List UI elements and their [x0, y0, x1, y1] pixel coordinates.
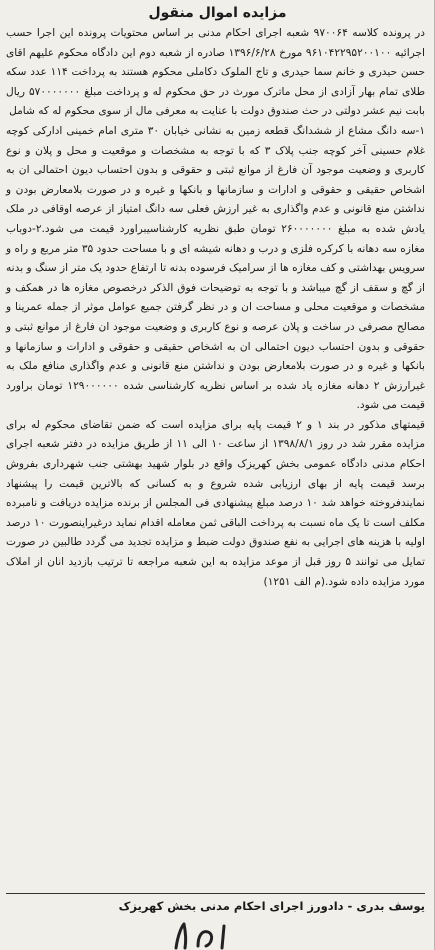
notice-paragraph-intro: در پرونده کلاسه ۹۷۰۰۶۴ شعبه اجرای احکام مدنی بر اساس محتویات پرونده این اجرا حسب اجرائیه ۹۶۱۰۴۲۲۹۵۲۰۰۱۰۰ مورخ ۱۳۹۶/۶/۲۸ صادره از شعبه دوم این دادگاه محکوم علیهم اقای حسن حیدری و خانم سما حیدری و تاج الملوک دکاملی محکوم هستند به پرداخت ۱۱۴ عدد سکه طلای تمام بهار آزادی از محل ماترک مورث در حق محکوم له و پرداخت مبلغ ۵۷۰۰۰۰۰۰۰ ریال بابت نیم عشر دولتی در حث صندوق دولت با عنایت به معرفی مال از سوی محکوم له که شامل: [6, 27, 425, 118]
notice-body: [6, 24, 425, 592]
notice-paragraph-items: ۱-سه دانگ مشاع از ششدانگ قطعه زمین به نشانی خیابان ۳۰ متری امام خمینی ادارکی کوچه غلام حسینی آخر کوچه جنب پلاک ۳ که با توجه به مشخصات و موقعیت و محل و پلان و نوع کاربری و وضعیت موجود آن فارغ از موانع ثبتی و حقوقی و بدون احتساب دیون احتمالی ان به اشخاص حقیقی و حقوقی و ادارات و سازمانها و بانکها و غیره و در صورت بلامعارض بودن و نداشتن منع قانونی و عدم واگذاری به غیر ارزش فعلی سه دانگ امتیاز از عرصه اوقافی در ملک یادش شده به مبلغ ۲۶۰۰۰۰۰۰۰ تومان طبق نظریه کارشناسیبراورد قیمت می شود.۲-دوباب مغازه سه دهانه با کرکره فلزی و درب و دهانه شیشه ای و با مساحت حدود ۳۵ متر مربع و راه و سرویس بهداشتی و کف مغازه ها از سرامیک فرسوده بدنه تا ارتفاع حدود یک متر از سنگ و بدنه از گچ و سقف از گچ میباشد و با توجه به توضیحات فوق الذکر درخصوص مغازه ها در همکف و مشخصات و موقعیت محلی و مساحت ان و در نظر گرفتن جمیع عوامل موثر از جمله عمرینا و مصالح مصرفی در ساخت و پلان عرصه و نوع کاربری و وضعیت موجود ان فارغ از موانع ثبتی و حقوقی و بدون احتساب دیون احتمالی ان به اشخاص حقیقی و حقوقی و ادارات و سازمانها و بانکها و غیره و در صورت بلامعارض بودن و نداشتن منع قانونی و عدم واگذاری منافع ملک به غیرارزش ۲ دهانه مغازه یاد شده بر اساس نظریه کارشناسی شده ۱۲۹۰۰۰۰۰۰ تومان براورد قیمت می شود.: [6, 124, 426, 412]
notice-signature: یوسف بدری - دادورز اجرای احکام مدنی بخش کهریزک: [118, 899, 425, 913]
signature-divider: [6, 893, 425, 894]
notice-paragraph-terms: قیمتهای مذکور در بند ۱ و ۲ قیمت پایه برای مزایده است که ضمن تقاضای محکوم له برای مزایده مقرر شد در روز ۱۳۹۸/۸/۱ از ساعت ۱۰ الی ۱۱ از طریق مزایده در دفتر شعبه اجرای احکام مدنی دادگاه عمومی بخش کهریزک واقع در بلوار شهید بهشتی جنب شهرداری بفروش برسد قیمت پایه از بهای ارزیابی شده شروع و به کسانی که بالاترین قیمت را پیشنهاد نمایندفروخته خواهد شد ۱۰ درصد مبلغ پیشنهادی فی المجلس از برنده مزایده دریافت و نامبرده مکلف است تا یک ماه نسبت به پرداخت الباقی ثمن معامله اقدام نماید درغیراینصورت ۱۰ درصد اولیه با هزینه های اجرایی به نفع صندوق دولت ضبط و مزایده تجدید می گردد طالبین در صورت تمایل می توانند ۵ روز قبل از موعد مزایده به این شعبه مراجعه تا ترتیب بازدید انان از املاک مورد مزایده داده شود.(م الف ۱۲۵۱): [6, 418, 426, 588]
notice-title: مزایده اموال منقول: [148, 5, 287, 21]
handwritten-mark: [168, 920, 238, 950]
